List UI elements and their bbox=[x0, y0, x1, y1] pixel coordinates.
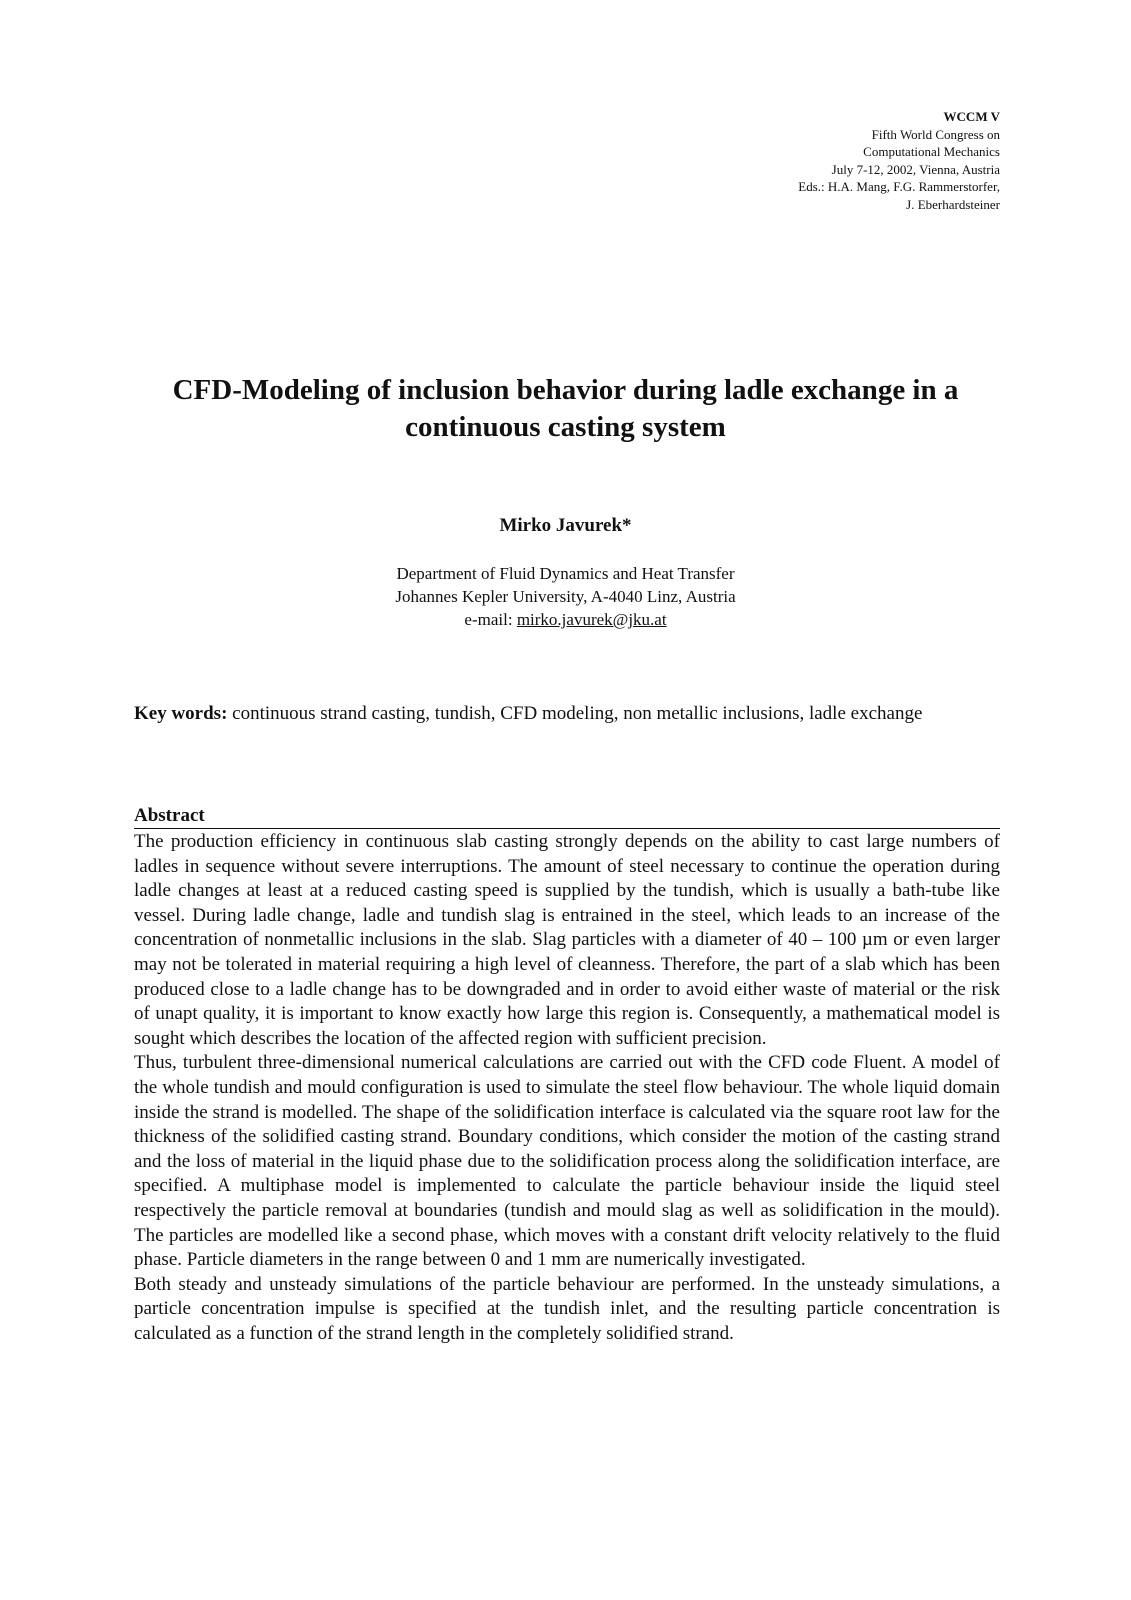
conference-line: Eds.: H.A. Mang, F.G. Rammerstorfer, bbox=[798, 179, 1000, 194]
conference-line: July 7-12, 2002, Vienna, Austria bbox=[831, 161, 1000, 177]
email-link[interactable]: mirko.javurek@jku.at bbox=[516, 610, 667, 629]
conference-line: Fifth World Congress on bbox=[871, 126, 1000, 142]
keywords-text: continuous strand casting, tundish, CFD modeling, non metallic inclusions, ladle exchange bbox=[232, 703, 923, 724]
paper-title-line: CFD-Modeling of inclusion behavior during ladle exchange in a bbox=[172, 374, 959, 406]
conference-name: WCCM V bbox=[943, 109, 1000, 124]
conference-line: J. Eberhardsteiner bbox=[906, 196, 1000, 212]
paper-title bbox=[131, 372, 1000, 446]
email-line bbox=[131, 608, 1000, 631]
abstract-heading: Abstract bbox=[134, 805, 1000, 829]
paper-title-line: continuous casting system bbox=[405, 411, 726, 443]
abstract-body bbox=[134, 830, 1000, 1346]
keywords-section bbox=[134, 701, 1000, 726]
paper-author: Mirko Javurek* bbox=[499, 515, 632, 536]
author-affiliation bbox=[131, 562, 1000, 631]
conference-header bbox=[580, 108, 1000, 213]
conference-line: Computational Mechanics bbox=[863, 144, 1000, 159]
affiliation-line: Johannes Kepler University, A-4040 Linz, Austria bbox=[395, 587, 736, 606]
abstract-paragraph: Thus, turbulent three-dimensional numerical calculations are carried out with the CFD code Fluent. A model of the whole tundish and mould configuration is used to simulate the steel flow behaviour. The whole liquid domain inside the strand is modelled. The shape of the solidification interface is calculated via the square root law for the thickness of the solidified casting strand. Boundary conditions, which consider the motion of the casting strand and the loss of material in the liquid phase due to the solidification process along the solidification interface, are specified. A multiphase model is implemented to calculate the particle behaviour inside the liquid steel respectively the particle removal at boundaries (tundish and mould slag as well as solidification in the mould). The particles are modelled like a second phase, which moves with a constant drift velocity relatively to the fluid phase. Particle diameters in the range between 0 and 1 mm are numerically investigated. bbox=[134, 1052, 1000, 1271]
abstract-paragraph: The production efficiency in continuous slab casting strongly depends on the ability to cast large numbers of ladles in sequence without severe interruptions. The amount of steel necessary to continue the operation during ladle changes at least at a reduced casting speed is supplied by the tundish, which is usually a bath-tube like vessel. During ladle change, ladle and tundish slag is entrained in the steel, which leads to an increase of the concentration of nonmetallic inclusions in the slab. Slag particles with a diameter of 40 – 100 µm or even larger may not be tolerated in material requiring a high level of cleanness. Therefore, the part of a slab which has been produced close to a ladle change has to be downgraded and in order to avoid either waste of material or the risk of unapt quality, it is important to know exactly how large this region is. Consequently, a mathematical model is sought which describes the location of the affected region with sufficient precision. bbox=[134, 831, 1000, 1049]
affiliation-line: Department of Fluid Dynamics and Heat Transfer bbox=[396, 564, 735, 583]
keywords-label: Key words: bbox=[134, 703, 228, 724]
email-label: e-mail: bbox=[464, 610, 517, 629]
abstract-paragraph: Both steady and unsteady simulations of the particle behaviour are performed. In the unsteady simulations, a particle concentration impulse is specified at the tundish inlet, and the resulting particle concentration is calculated as a function of the strand length in the completely solidified strand. bbox=[134, 1273, 1000, 1344]
